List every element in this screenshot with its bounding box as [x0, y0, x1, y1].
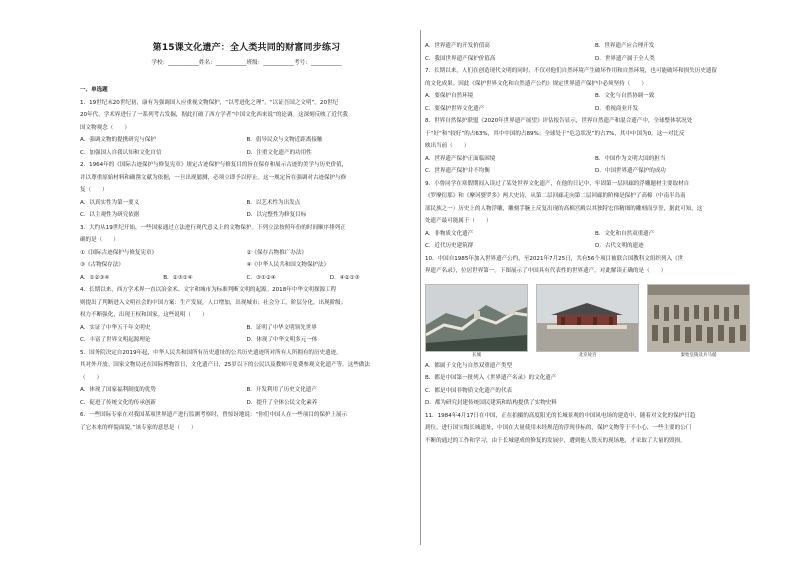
q8-option-c[interactable]: C．世界遗产保护并不均衡 [425, 168, 490, 174]
q3-items [80, 259, 413, 272]
q2-line: 并以尊重原始材料和确凿文献为依据，一旦出现臆测，必须立即予以停止。这一规定旨在强调对古迹保护与修 [80, 174, 347, 181]
q5-option-d[interactable]: D．提升了全体公民文化素养 [246, 399, 318, 406]
q7-line: 的文化成果。因此《保护世界文化和自然遗产公约》规定世界遗产保护中必须坚持（ ） [425, 80, 647, 87]
q10-line: 10．中国自1985年加入世界遗产公约，至2021年7月25日，共有56个项目被联合国教科文组织列入《世 [425, 255, 684, 262]
q3-option-c[interactable]: C．③①②④ [246, 274, 276, 281]
q2-options [80, 209, 413, 222]
q7-option-d[interactable]: D．重视商业开发 [595, 105, 639, 112]
q10-option-a[interactable]: A．都属于文化与自然双重遗产类型 [425, 362, 512, 369]
q1-option-c[interactable]: C．加强国人自我认知和文化自信 [80, 149, 162, 156]
q10-option-b[interactable]: B．都是中国第一批列入《世界遗产名录》的文化遗产 [425, 375, 557, 381]
q9-option-a[interactable]: A．非物质文化遗产 [425, 230, 474, 237]
q3-item-4: ④《中华人民共和国文物保护法》 [246, 262, 330, 268]
left-column [80, 84, 413, 434]
q6-option-b[interactable]: B．世界遗产应合理开发 [595, 43, 655, 49]
q10-option-d[interactable]: D．都为研究封建传统国民建筑和结构提供了实物史料 [425, 400, 557, 406]
q4-line: 则提出了判断进入文明社会的中国方案：生产发展，人口增加，出现城市；社会分工，阶层分化，出现阶级； [80, 299, 347, 306]
terracotta-army-photo [647, 284, 750, 352]
q11-line: 11．1984年4月17日在中国，正在拍摄的高度阳光的长城景观的中国风电场的建造中，随着对文化的保护日趋 [425, 412, 696, 419]
q9-option-c[interactable]: C．近代历史建筑群 [425, 243, 474, 249]
q3-item-1: ①《国际古迹保护与修复宪章》 [80, 249, 158, 256]
heritage-photos [425, 284, 765, 358]
column-divider [420, 30, 421, 545]
q9-line: 《罗摩衍那》和《摩诃婆罗多》两大史诗，从第二层回廊走向第二层回廊的阶梯是保护了高棉（中南半岛南 [425, 193, 686, 199]
q1-options [80, 147, 413, 160]
q7-option-b[interactable]: B．文化与自然协调一致 [595, 93, 655, 99]
q5-line: （ ） [80, 374, 103, 381]
q1-line: 20年代，学术界进行了一系列考古发掘，据此打破了西方学者“中国文化西来说”的论调。这深刻反映了近代我 [80, 112, 348, 118]
q6-options [425, 40, 765, 53]
great-wall-photo [425, 284, 528, 352]
forbidden-city-photo [536, 284, 639, 352]
q2-line: 2．1964年的《国际古迹保护与修复宪章》规定古迹保护与修复目的旨在保存和展示古迹的美学与历史价值， [80, 162, 348, 168]
q5-option-b[interactable]: B．开发利用了历史文化遗产 [246, 387, 317, 393]
photo-caption: 长城 [472, 352, 481, 358]
q8-option-b[interactable]: B．中国作为文明大国的担当 [595, 155, 666, 162]
q7-option-c[interactable]: C．要保护世界文化遗产 [425, 105, 485, 112]
q2-option-b[interactable]: B．以艺术性为出发点 [246, 199, 301, 206]
q1-option-b[interactable]: B．倡导民众与文物近距离接触 [246, 137, 323, 143]
q6-option-d[interactable]: D．世界遗产属于全人类 [595, 55, 655, 62]
q4-option-c[interactable]: C．丰富了世界文明起源理论 [80, 337, 151, 343]
q9-option-d[interactable]: D．古代文明的遗迹 [595, 243, 644, 249]
q9-options [425, 228, 765, 241]
q11-line: 到位，进行国宝级长城遗址，中国在大量使用未经规范的浮现非标的，保护文物等于不小心，一些主要的公门 [425, 425, 692, 431]
q3-options [80, 272, 413, 285]
photo-caption: 秦始皇陵及兵马俑 [680, 352, 717, 358]
q6-option-a[interactable]: A．世界遗产的开发价值高 [425, 43, 490, 49]
q4-option-b[interactable]: B．证明了中华文明领先世界 [246, 324, 317, 331]
q8-option-d[interactable]: D．中国世界遗产保护的成功 [595, 168, 666, 174]
q2-line: 复（ ） [80, 187, 108, 193]
q6-option-c[interactable]: C．我国世界遗产保护价值高 [425, 55, 496, 62]
q5-line: 其对外开放；国家文物局还在国际博物馆日，文化遗产日，25岁以下的公民以及教师可免费参观文化遗产等。这些做法 [80, 362, 370, 368]
q2-option-a[interactable]: A．以真实性为第一要义 [80, 199, 140, 206]
q3-line: 3．大约从19世纪开始，一些国家通过立法进行现代意义上的文物保护。下列立法按照年份的时间顺序排列正 [80, 224, 346, 231]
q8-options [425, 165, 765, 178]
q10-option-c[interactable]: C．都是中国非物质文化遗产的代表 [425, 387, 513, 394]
q4-options [80, 322, 413, 335]
photo-forbidden-city-box [536, 284, 639, 358]
q9-option-b[interactable]: B．文化和自然双重遗产 [595, 230, 655, 237]
q6-line: 了它本来的样貌面貌。”该专家的意思是（ ） [80, 424, 197, 431]
photo-terracotta-box [647, 284, 750, 358]
q5-options [80, 397, 413, 410]
q8-line: 8．世界自然保护联盟《2020年世界遗产展望》评估报告显示，世界自然遗产和混合遗产中，全球整体状况处 [425, 118, 693, 124]
q8-line: 映出当前（ ） [425, 143, 470, 149]
q2-option-d[interactable]: D．以完整性为修复目标 [246, 212, 307, 218]
q4-option-d[interactable]: D．体现了中华文明多元一体 [246, 337, 318, 343]
q1-option-d[interactable]: D．注重文化遗产的功用性 [246, 149, 312, 156]
q8-option-a[interactable]: A．世界遗产保护正面临困境 [425, 155, 496, 162]
q2-option-c[interactable]: C．以主观性为研究依据 [80, 212, 140, 218]
q3-option-b[interactable]: B．②③①④ [163, 274, 193, 281]
q6-line: 6．一些国际专家在对我国某项世界遗产进行监测考察时，曾惊讶地说：“你们中国人在一些项目的保护上展示 [80, 412, 348, 418]
q5-option-c[interactable]: C．促进了传统文化的传承创新 [80, 399, 156, 406]
q7-options [425, 103, 765, 116]
q1-line: 1．19世纪末20世纪初，康有为强调国人应重视文物保护，“以考进化之理”，“以证吾国之文明”。20世纪 [80, 99, 339, 106]
q3-item-2: ②《保存古物推广办法》 [246, 249, 307, 256]
photo-caption: 北京故宫 [578, 352, 597, 358]
q1-line: 国文物观念（ ） [80, 124, 130, 131]
page-title: 第15课文化遗产：全人类共同的财富同步练习 [152, 43, 341, 53]
q6-options [425, 53, 765, 66]
q5-line: 5．国务院决定自2019年起，中华人民共和国所有历史遗址的公共历史遗迹所对所有人所拥有的历史遗迹， [80, 349, 342, 356]
student-info-line: 学校：___________姓名：___________班级：___________考号：___________ [151, 60, 342, 66]
q9-line: 部民族之一）历史上的人物浮雕，雕刻手腕上反复出现的高棉宫殿以其独特宏伟精细的雕刻而享誉，据此可知，这 [425, 205, 703, 212]
q8-options [425, 153, 765, 166]
q1-options [80, 134, 413, 147]
q11-line: 不断的通过的工作和学习，由于长城建成的修复的发展中，遭到他人毁灭的现场地，才采取了大量的毁损。 [425, 437, 686, 444]
q9-line: 9．小鲁同学在寒假期间入读过了某处世界文化遗产，在他的日记中，牢固第一层回廊的浮雕题材主要取材自 [425, 180, 690, 187]
q3-option-a[interactable]: A．①②③④ [80, 274, 110, 281]
q7-option-a[interactable]: A．要保护自然环境 [425, 93, 474, 99]
q4-line: 权力不断强化，出现王权和国家。这些说明（ ） [80, 312, 208, 318]
q3-option-d[interactable]: D．④②①③ [329, 274, 360, 281]
q5-options [80, 384, 413, 397]
q9-options [425, 240, 765, 253]
q3-line: 确的是（ ） [80, 237, 119, 243]
q2-options [80, 197, 413, 210]
q4-option-a[interactable]: A．实证了中华五千年文明史 [80, 324, 151, 331]
q7-options [425, 90, 765, 103]
q9-line: 处遗产最可能属于（ ） [425, 218, 492, 224]
q4-options [80, 334, 413, 347]
q3-items [80, 247, 413, 260]
q4-line: 4．长期以来，西方学术界一直以冶金术、文字和城市为标准判断文明的起源。2018年中华文明探源工程 [80, 287, 337, 293]
q7-line: 7．长期以来，人们在创造现代文明的同时，不仅对他们自然环境产生破坏作用和自然环境，也可能破坏和损失历史遗留 [425, 68, 717, 74]
q10-line: 界遗产名录》，位居世界第一。下图展示了中国具有代表性的世界遗产，对此解读正确的是（ ） [425, 268, 667, 274]
q8-line: 于“好”和“较好”的占63%，其中中国的占89%；全球处于“危急状况”的占7%，其中中国为0。这一对比反 [425, 130, 685, 137]
section-heading: 一、单选题 [80, 87, 108, 93]
q1-option-a[interactable]: A．强调文物的提携研究与保护 [80, 137, 156, 143]
q3-item-3: ③《古物保存法》 [80, 262, 124, 268]
photo-great-wall-box [425, 284, 528, 358]
q5-option-a[interactable]: A．体现了国家福利制度的优势 [80, 387, 156, 393]
right-column [425, 40, 765, 447]
